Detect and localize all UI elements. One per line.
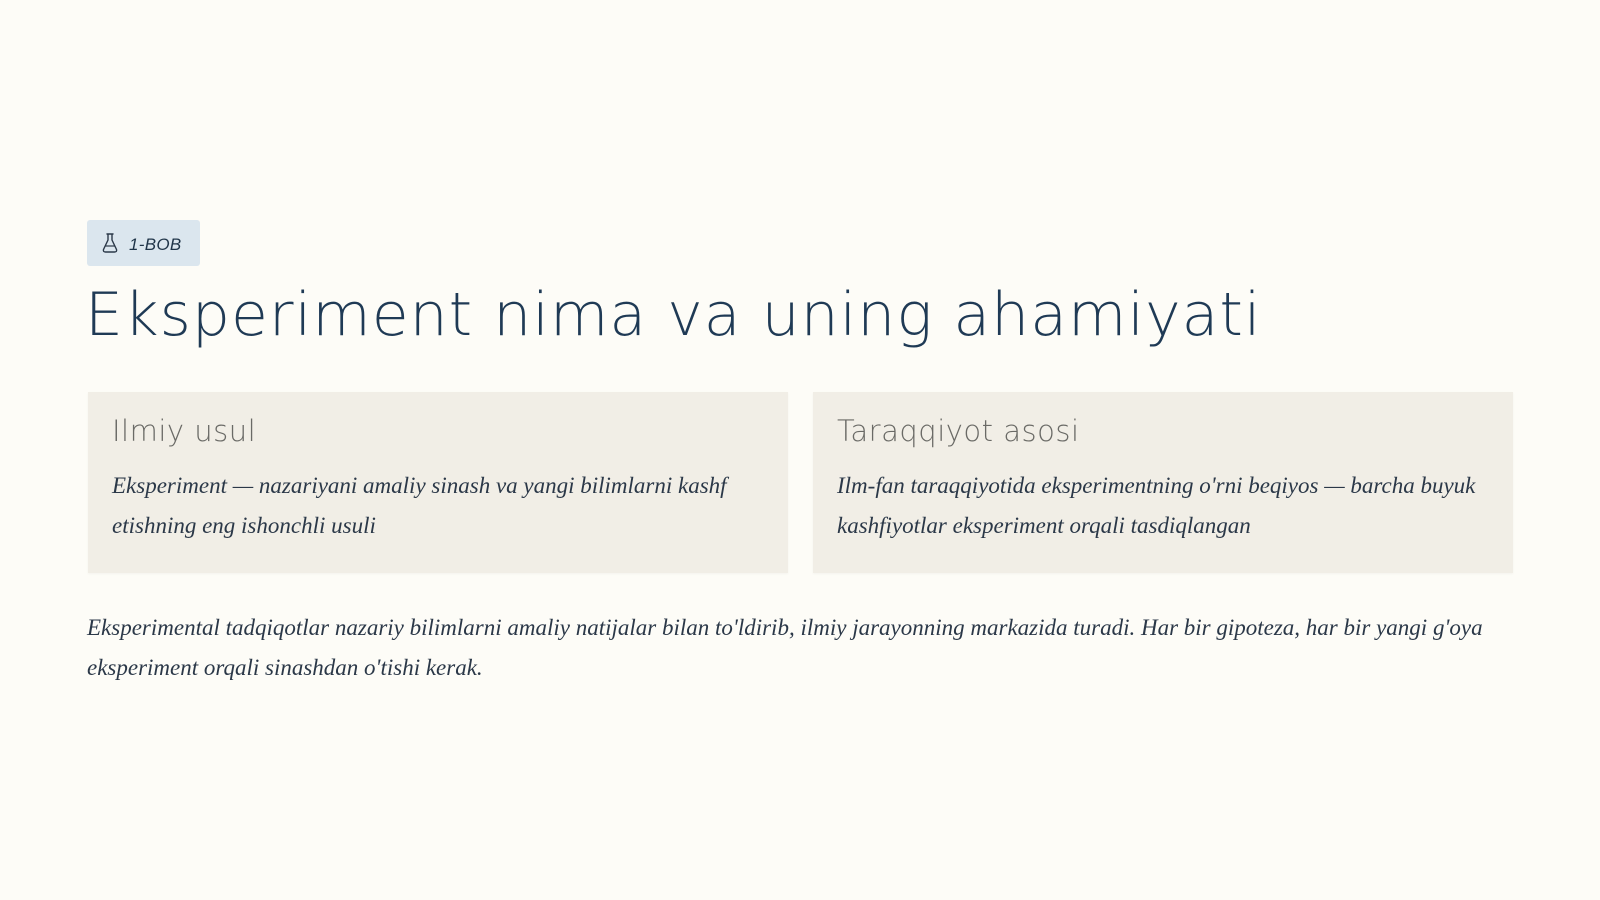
body-paragraph: Eksperimental tadqiqotlar nazariy bilimlarni amaliy natijalar bilan to'ldirib, ilmiy jarayonning markazida turadi. Har bir gipoteza, har bir yangi g'oya eksperiment orqali sinashdan o'tishi kerak. bbox=[87, 615, 1483, 680]
card-text: Eksperiment — nazariyani amaliy sinash va yangi bilimlarni kashf etishning eng ishonchli usuli bbox=[112, 472, 727, 538]
card-title: Ilmiy usul bbox=[112, 414, 257, 448]
flask-icon bbox=[101, 232, 119, 254]
chapter-label: 1-BOB bbox=[129, 235, 182, 254]
chapter-badge bbox=[87, 220, 200, 266]
card-text: Ilm-fan taraqqiyotida eksperimentning o'rni beqiyos — barcha buyuk kashfiyotlar eksperiment orqali tasdiqlangan bbox=[837, 472, 1476, 538]
page-title: Eksperiment nima va uning ahamiyati bbox=[85, 280, 1262, 350]
card-title: Taraqqiyot asosi bbox=[837, 414, 1080, 448]
card-progress-basis bbox=[813, 392, 1513, 573]
card-scientific-method bbox=[88, 392, 788, 573]
